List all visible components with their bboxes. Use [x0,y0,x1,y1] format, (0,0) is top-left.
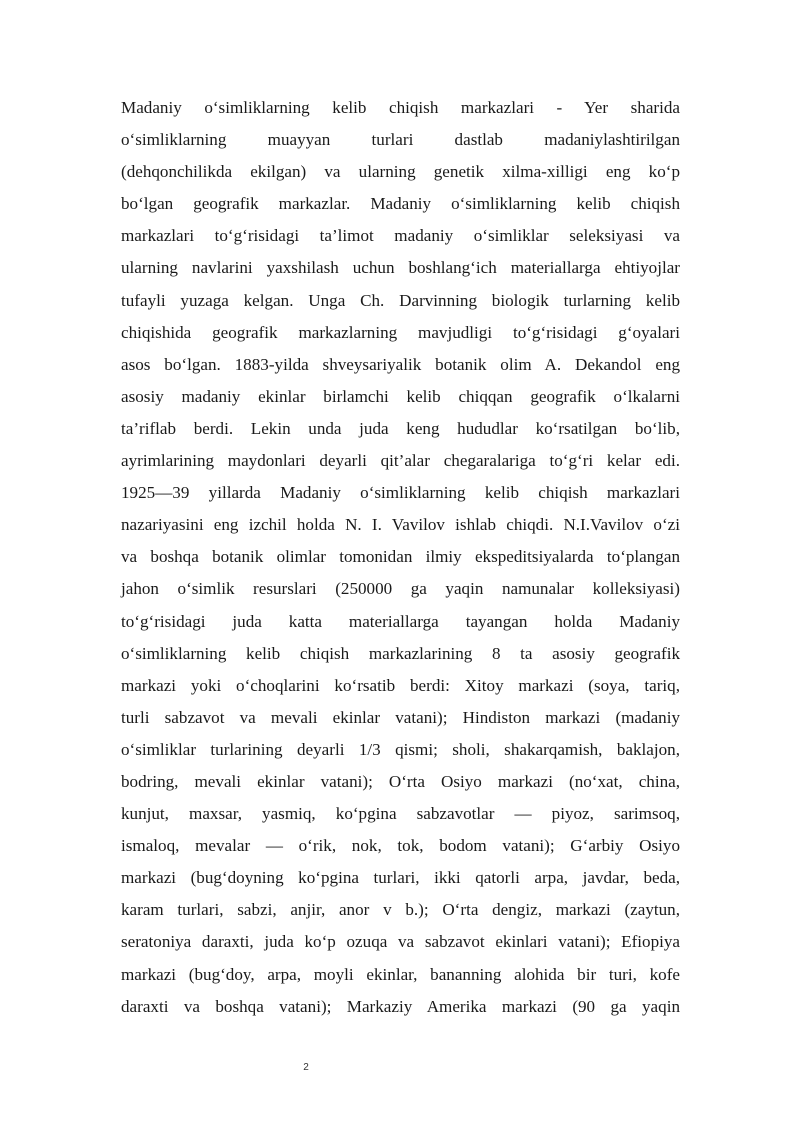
text-line: markazi (bug‘doyning ko‘pgina turlari, ikki qatorli arpa, javdar, beda, [121,868,680,888]
text-line: ismaloq, mevalar — o‘rik, nok, tok, bodom vatani); G‘arbiy Osiyo [121,836,680,856]
text-line: chiqishida geografik markazlarning mavjudligi to‘g‘risidagi g‘oyalari [121,322,680,342]
text-line: asosiy madaniy ekinlar birlamchi kelib chiqqan geografik o‘lkalarni [121,386,680,406]
page-number: 2 [303,1062,309,1073]
text-line: daraxti va boshqa vatani); Markaziy Amerika markazi (90 ga yaqin [121,996,680,1016]
text-line: ta’riflab berdi. Lekin unda juda keng hududlar ko‘rsatilgan bo‘lib, [121,418,680,438]
text-line: ularning navlarini yaxshilash uchun boshlang‘ich materiallarga ehtiyojlar [121,258,680,278]
text-line: asos bo‘lgan. 1883-yilda shveysariyalik botanik olim A. Dekandol eng [121,354,680,374]
text-line: tufayli yuzaga kelgan. Unga Ch. Darvinning biologik turlarning kelib [121,290,680,310]
body-text [121,92,680,1023]
text-line: turli sabzavot va mevali ekinlar vatani); Hindiston markazi (madaniy [121,707,680,727]
text-line: nazariyasini eng izchil holda N. I. Vavilov ishlab chiqdi. N.I.Vavilov o‘zi [121,515,680,535]
text-line: (dehqonchilikda ekilgan) va ularning genetik xilma-xilligi eng ko‘p [121,162,680,182]
text-line: markazi (bug‘doy, arpa, moyli ekinlar, bananning alohida bir turi, kofe [121,964,680,984]
text-line: o‘simliklar turlarining deyarli 1/3 qismi; sholi, shakarqamish, baklajon, [121,739,680,759]
text-line: va boshqa botanik olimlar tomonidan ilmiy ekspeditsiyalarda to‘plangan [121,547,680,567]
text-line: markazlari to‘g‘risidagi ta’limot madaniy o‘simliklar seleksiyasi va [121,226,680,246]
text-line: bo‘lgan geografik markazlar. Madaniy o‘simliklarning kelib chiqish [121,194,680,214]
text-line: o‘simliklarning muayyan turlari dastlab madaniylashtirilgan [121,130,680,150]
text-line: o‘simliklarning kelib chiqish markazlarining 8 ta asosiy geografik [121,643,680,663]
text-line: kunjut, maxsar, yasmiq, ko‘pgina sabzavotlar — piyoz, sarimsoq, [121,804,680,824]
text-line: Madaniy o‘simliklarning kelib chiqish markazlari - Yer sharida [121,98,680,117]
text-line: bodring, mevali ekinlar vatani); O‘rta Osiyo markazi (no‘xat, china, [121,771,680,791]
text-line: seratoniya daraxti, juda ko‘p ozuqa va sabzavot ekinlari vatani); Efiopiya [121,932,680,952]
text-line: to‘g‘risidagi juda katta materiallarga tayangan holda Madaniy [121,611,680,631]
text-line: 1925—39 yillarda Madaniy o‘simliklarning kelib chiqish markazlari [121,483,680,503]
text-line: jahon o‘simlik resurslari (250000 ga yaqin namunalar kolleksiyasi) [121,579,680,599]
text-line: ayrimlarining maydonlari deyarli qit’alar chegaralariga to‘g‘ri kelar edi. [121,451,680,471]
text-line: markazi yoki o‘choqlarini ko‘rsatib berdi: Xitoy markazi (soya, tariq, [121,675,680,695]
text-line: karam turlari, sabzi, anjir, anor v b.); O‘rta dengiz, markazi (zaytun, [121,900,680,920]
